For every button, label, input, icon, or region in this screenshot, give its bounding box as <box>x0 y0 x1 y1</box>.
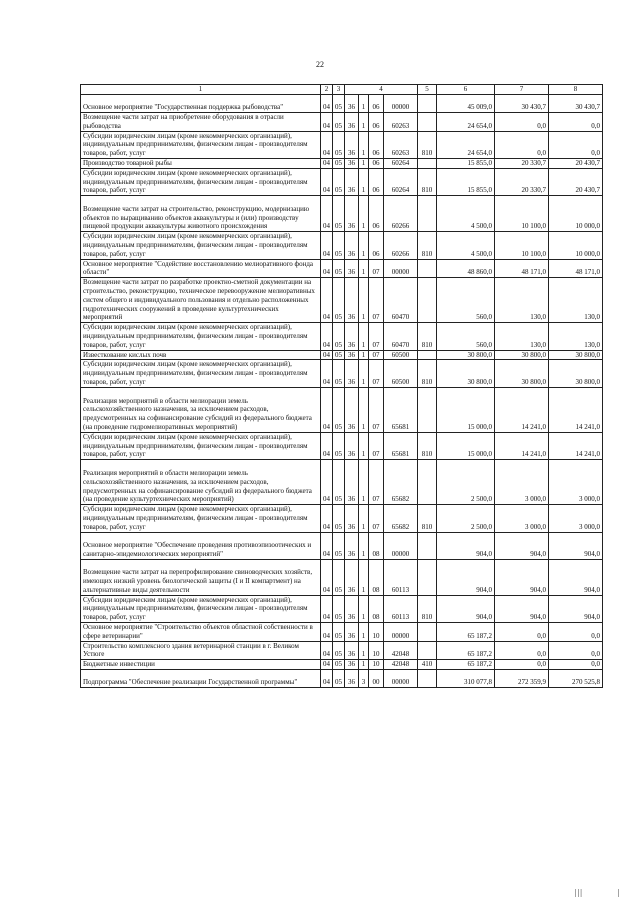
row-name: Субсидии юридическим лицам (кроме некоммерческих организаций), индивидуальным предпринимателям, физическим лицам - производителям товаров, работ, услуг <box>81 595 321 622</box>
row-code-program: 36 <box>345 669 359 687</box>
row-value-8: 30 430,7 <box>549 95 603 113</box>
row-section: 04 <box>321 559 333 595</box>
row-code-program: 36 <box>345 278 359 323</box>
row-value-8: 30 800,0 <box>549 350 603 360</box>
row-value-7: 3 000,0 <box>495 505 549 532</box>
row-value-7: 48 171,0 <box>495 259 549 278</box>
row-name: Производство товарной рыбы <box>81 158 321 168</box>
row-name: Субсидии юридическим лицам (кроме некоммерческих организаций), индивидуальным предпринимателям, физическим лицам - производителям товаров, работ, услуг <box>81 168 321 195</box>
row-code-program: 36 <box>345 158 359 168</box>
row-code-program: 36 <box>345 595 359 622</box>
row-code-event: 07 <box>369 323 384 350</box>
row-section: 04 <box>321 595 333 622</box>
row-code-program: 36 <box>345 323 359 350</box>
row-code-event: 06 <box>369 113 384 132</box>
row-name: Субсидии юридическим лицам (кроме некоммерческих организаций), индивидуальным предпринимателям, физическим лицам - производителям товаров, работ, услуг <box>81 131 321 158</box>
row-code-event: 08 <box>369 559 384 595</box>
table-row <box>81 622 603 641</box>
row-value-8: 0,0 <box>549 131 603 158</box>
row-subsection: 05 <box>333 505 345 532</box>
row-expense-type: 810 <box>418 360 437 387</box>
row-value-7: 30 800,0 <box>495 360 549 387</box>
row-expense-type: 810 <box>418 168 437 195</box>
row-expense-type <box>418 532 437 559</box>
row-name: Возмещение части затрат по разработке проектно-сметной документации на строительство, реконструкцию, техническое перевооружение мелиоративных систем общего и индивидуального пользования и отдельно расположенных гидротехнических сооружений в проведение культуртехнических мероприятий <box>81 278 321 323</box>
row-value-7: 3 000,0 <box>495 460 549 505</box>
row-value-8: 10 000,0 <box>549 196 603 232</box>
row-value-6: 904,0 <box>437 595 495 622</box>
row-value-8: 0,0 <box>549 113 603 132</box>
row-value-8: 0,0 <box>549 622 603 641</box>
row-expense-type <box>418 158 437 168</box>
row-code-direction: 60264 <box>384 168 418 195</box>
row-expense-type <box>418 95 437 113</box>
row-code-event: 07 <box>369 259 384 278</box>
row-code-sub: 1 <box>359 387 369 432</box>
table-row <box>81 131 603 158</box>
row-expense-type: 810 <box>418 131 437 158</box>
row-value-7: 0,0 <box>495 641 549 660</box>
row-value-7: 30 800,0 <box>495 350 549 360</box>
table-row <box>81 113 603 132</box>
row-value-6: 15 855,0 <box>437 168 495 195</box>
row-code-event: 07 <box>369 432 384 459</box>
row-section: 04 <box>321 259 333 278</box>
footer-marks: ||| <box>575 888 583 897</box>
row-code-direction: 60266 <box>384 232 418 259</box>
row-code-event: 06 <box>369 158 384 168</box>
row-subsection: 05 <box>333 350 345 360</box>
row-name: Основное мероприятие "Обеспечение проведения противоэпизоотических и санитарно-эпидемиологических мероприятий" <box>81 532 321 559</box>
table-row <box>81 660 603 670</box>
row-section: 04 <box>321 196 333 232</box>
row-code-event: 06 <box>369 95 384 113</box>
row-code-direction: 42048 <box>384 660 418 670</box>
row-section: 04 <box>321 158 333 168</box>
row-name: Возмещение части затрат на перепрофилирование свиноводческих хозяйств, имеющих низкий уровень биологической защиты (I и II компартмент) на альтернативные виды деятельности <box>81 559 321 595</box>
table-row <box>81 259 603 278</box>
row-expense-type <box>418 113 437 132</box>
row-expense-type <box>418 387 437 432</box>
row-code-program: 36 <box>345 387 359 432</box>
row-value-8: 10 000,0 <box>549 232 603 259</box>
row-code-direction: 00000 <box>384 532 418 559</box>
row-code-sub: 1 <box>359 505 369 532</box>
row-expense-type: 810 <box>418 323 437 350</box>
row-code-sub: 1 <box>359 532 369 559</box>
row-code-sub: 1 <box>359 278 369 323</box>
table-row <box>81 387 603 432</box>
row-expense-type: 810 <box>418 232 437 259</box>
row-subsection: 05 <box>333 95 345 113</box>
row-value-6: 48 860,0 <box>437 259 495 278</box>
row-code-event: 10 <box>369 660 384 670</box>
row-code-sub: 3 <box>359 669 369 687</box>
row-name: Строительство комплексного здания ветеринарной станции в г. Великом Устюге <box>81 641 321 660</box>
row-code-direction: 42048 <box>384 641 418 660</box>
row-name: Реализация мероприятий в области мелиорации земель сельскохозяйственного назначения, за исключением расходов, предусмотренных на софинансирование субсидий из федерального бюджета (на проведение гидромелиоративных мероприятий) <box>81 387 321 432</box>
row-code-event: 06 <box>369 131 384 158</box>
row-name: Субсидии юридическим лицам (кроме некоммерческих организаций), индивидуальным предпринимателям, физическим лицам - производителям товаров, работ, услуг <box>81 232 321 259</box>
row-section: 04 <box>321 660 333 670</box>
row-code-direction: 00000 <box>384 669 418 687</box>
table-row <box>81 432 603 459</box>
row-value-6: 560,0 <box>437 323 495 350</box>
row-value-8: 0,0 <box>549 660 603 670</box>
row-value-7: 14 241,0 <box>495 387 549 432</box>
row-code-event: 00 <box>369 669 384 687</box>
row-section: 04 <box>321 641 333 660</box>
row-code-direction: 00000 <box>384 259 418 278</box>
row-code-event: 07 <box>369 360 384 387</box>
row-subsection: 05 <box>333 387 345 432</box>
row-value-6: 65 187,2 <box>437 641 495 660</box>
row-value-7: 14 241,0 <box>495 432 549 459</box>
row-code-event: 07 <box>369 505 384 532</box>
row-value-7: 904,0 <box>495 532 549 559</box>
row-section: 04 <box>321 95 333 113</box>
table-row <box>81 323 603 350</box>
row-name: Известкование кислых почв <box>81 350 321 360</box>
row-subsection: 05 <box>333 278 345 323</box>
row-name: Основное мероприятие "Содействие восстановлению мелиоративного фонда области" <box>81 259 321 278</box>
row-code-sub: 1 <box>359 232 369 259</box>
row-expense-type: 810 <box>418 432 437 459</box>
row-code-sub: 1 <box>359 158 369 168</box>
row-section: 04 <box>321 505 333 532</box>
row-code-program: 36 <box>345 505 359 532</box>
row-code-sub: 1 <box>359 460 369 505</box>
row-subsection: 05 <box>333 595 345 622</box>
row-value-6: 24 654,0 <box>437 113 495 132</box>
row-value-6: 310 077,8 <box>437 669 495 687</box>
row-code-sub: 1 <box>359 259 369 278</box>
row-name: Бюджетные инвестиции <box>81 660 321 670</box>
row-code-event: 10 <box>369 641 384 660</box>
row-subsection: 05 <box>333 432 345 459</box>
row-code-event: 07 <box>369 278 384 323</box>
row-section: 04 <box>321 460 333 505</box>
row-expense-type <box>418 559 437 595</box>
table-row <box>81 196 603 232</box>
row-value-6: 24 654,0 <box>437 131 495 158</box>
row-name: Возмещение части затрат на строительство, реконструкцию, модернизацию объектов по выращиванию объектов аквакультуры и (или) производству пищевой продукции аквакультуры животного происхождения <box>81 196 321 232</box>
row-section: 04 <box>321 168 333 195</box>
row-value-7: 0,0 <box>495 113 549 132</box>
row-code-direction: 65682 <box>384 460 418 505</box>
row-code-program: 36 <box>345 232 359 259</box>
table-row <box>81 95 603 113</box>
row-code-program: 36 <box>345 559 359 595</box>
row-code-event: 10 <box>369 622 384 641</box>
table-row <box>81 168 603 195</box>
row-expense-type <box>418 259 437 278</box>
row-section: 04 <box>321 323 333 350</box>
row-value-6: 4 500,0 <box>437 196 495 232</box>
row-section: 04 <box>321 622 333 641</box>
row-code-sub: 1 <box>359 168 369 195</box>
row-code-program: 36 <box>345 432 359 459</box>
row-code-direction: 60500 <box>384 350 418 360</box>
row-value-6: 560,0 <box>437 278 495 323</box>
row-value-8: 904,0 <box>549 559 603 595</box>
row-name: Основное мероприятие "Государственная поддержка рыбоводства" <box>81 95 321 113</box>
row-name: Основное мероприятие "Строительство объектов областной собственности в сфере ветеринарии" <box>81 622 321 641</box>
row-expense-type: 410 <box>418 660 437 670</box>
row-value-7: 10 100,0 <box>495 196 549 232</box>
row-value-6: 4 500,0 <box>437 232 495 259</box>
row-subsection: 05 <box>333 660 345 670</box>
row-code-sub: 1 <box>359 660 369 670</box>
row-value-6: 15 855,0 <box>437 158 495 168</box>
row-code-direction: 60470 <box>384 278 418 323</box>
row-code-sub: 1 <box>359 196 369 232</box>
page-number: 22 <box>316 60 324 69</box>
table-row <box>81 505 603 532</box>
row-section: 04 <box>321 278 333 323</box>
row-code-sub: 1 <box>359 559 369 595</box>
row-name: Субсидии юридическим лицам (кроме некоммерческих организаций), индивидуальным предпринимателям, физическим лицам - производителям товаров, работ, услуг <box>81 505 321 532</box>
table-row <box>81 232 603 259</box>
row-code-direction: 60470 <box>384 323 418 350</box>
row-code-direction: 60266 <box>384 196 418 232</box>
col-header-3: 3 <box>333 85 345 95</box>
budget-table <box>80 84 603 688</box>
row-code-sub: 1 <box>359 95 369 113</box>
col-header-7: 7 <box>495 85 549 95</box>
row-value-7: 904,0 <box>495 559 549 595</box>
row-value-8: 270 525,8 <box>549 669 603 687</box>
table-row <box>81 460 603 505</box>
row-value-8: 48 171,0 <box>549 259 603 278</box>
row-section: 04 <box>321 360 333 387</box>
row-value-6: 15 000,0 <box>437 432 495 459</box>
row-value-7: 0,0 <box>495 622 549 641</box>
table-row <box>81 641 603 660</box>
row-expense-type <box>418 641 437 660</box>
row-code-program: 36 <box>345 95 359 113</box>
row-expense-type: 810 <box>418 505 437 532</box>
row-code-sub: 1 <box>359 323 369 350</box>
row-section: 04 <box>321 113 333 132</box>
row-value-7: 30 430,7 <box>495 95 549 113</box>
row-code-program: 36 <box>345 360 359 387</box>
row-code-direction: 60263 <box>384 131 418 158</box>
row-code-direction: 65682 <box>384 505 418 532</box>
row-code-direction: 60264 <box>384 158 418 168</box>
row-value-8: 130,0 <box>549 323 603 350</box>
footer-right-mark: | <box>618 888 620 897</box>
row-value-6: 904,0 <box>437 532 495 559</box>
row-code-event: 06 <box>369 232 384 259</box>
row-value-8: 3 000,0 <box>549 505 603 532</box>
row-section: 04 <box>321 350 333 360</box>
row-subsection: 05 <box>333 196 345 232</box>
row-value-7: 272 359,9 <box>495 669 549 687</box>
row-expense-type <box>418 669 437 687</box>
row-code-direction: 65681 <box>384 387 418 432</box>
row-code-event: 06 <box>369 196 384 232</box>
row-expense-type <box>418 350 437 360</box>
row-name: Подпрограмма "Обеспечение реализации Государственной программы" <box>81 669 321 687</box>
row-value-6: 30 800,0 <box>437 360 495 387</box>
row-expense-type <box>418 278 437 323</box>
row-name: Реализация мероприятий в области мелиорации земель сельскохозяйственного назначения, за исключением расходов, предусмотренных на софинансирование субсидий из федерального бюджета (на проведение культуртехнических мероприятий) <box>81 460 321 505</box>
table-row <box>81 360 603 387</box>
row-subsection: 05 <box>333 559 345 595</box>
row-code-program: 36 <box>345 532 359 559</box>
row-code-event: 07 <box>369 350 384 360</box>
row-expense-type: 810 <box>418 595 437 622</box>
row-value-6: 65 187,2 <box>437 622 495 641</box>
row-code-sub: 1 <box>359 360 369 387</box>
row-code-program: 36 <box>345 113 359 132</box>
table-row <box>81 669 603 687</box>
row-code-sub: 1 <box>359 595 369 622</box>
col-header-4: 4 <box>345 85 418 95</box>
row-code-direction: 65681 <box>384 432 418 459</box>
row-name: Субсидии юридическим лицам (кроме некоммерческих организаций), индивидуальным предпринимателям, физическим лицам - производителям товаров, работ, услуг <box>81 323 321 350</box>
row-code-program: 36 <box>345 196 359 232</box>
row-section: 04 <box>321 432 333 459</box>
row-value-6: 904,0 <box>437 559 495 595</box>
row-code-direction: 60113 <box>384 595 418 622</box>
row-section: 04 <box>321 669 333 687</box>
row-code-program: 36 <box>345 350 359 360</box>
row-code-sub: 1 <box>359 622 369 641</box>
row-value-6: 65 187,2 <box>437 660 495 670</box>
row-value-7: 0,0 <box>495 660 549 670</box>
table-row <box>81 278 603 323</box>
row-name: Субсидии юридическим лицам (кроме некоммерческих организаций), индивидуальным предпринимателям, физическим лицам - производителям товаров, работ, услуг <box>81 360 321 387</box>
row-subsection: 05 <box>333 641 345 660</box>
row-section: 04 <box>321 532 333 559</box>
row-value-8: 14 241,0 <box>549 387 603 432</box>
col-header-8: 8 <box>549 85 603 95</box>
table-row <box>81 532 603 559</box>
row-value-7: 0,0 <box>495 131 549 158</box>
row-code-program: 36 <box>345 460 359 505</box>
row-subsection: 05 <box>333 158 345 168</box>
row-section: 04 <box>321 131 333 158</box>
row-code-program: 36 <box>345 259 359 278</box>
row-code-sub: 1 <box>359 350 369 360</box>
row-value-8: 130,0 <box>549 278 603 323</box>
row-section: 04 <box>321 232 333 259</box>
row-subsection: 05 <box>333 131 345 158</box>
row-code-program: 36 <box>345 131 359 158</box>
row-value-8: 904,0 <box>549 532 603 559</box>
row-subsection: 05 <box>333 232 345 259</box>
row-subsection: 05 <box>333 259 345 278</box>
row-value-6: 2 500,0 <box>437 460 495 505</box>
row-code-event: 07 <box>369 460 384 505</box>
row-code-program: 36 <box>345 168 359 195</box>
col-header-2: 2 <box>321 85 333 95</box>
row-code-program: 36 <box>345 660 359 670</box>
row-value-6: 15 000,0 <box>437 387 495 432</box>
row-value-6: 30 800,0 <box>437 350 495 360</box>
row-code-sub: 1 <box>359 641 369 660</box>
row-subsection: 05 <box>333 622 345 641</box>
row-value-6: 2 500,0 <box>437 505 495 532</box>
row-value-7: 904,0 <box>495 595 549 622</box>
row-value-8: 14 241,0 <box>549 432 603 459</box>
row-expense-type <box>418 622 437 641</box>
row-expense-type <box>418 196 437 232</box>
row-value-7: 20 330,7 <box>495 158 549 168</box>
row-code-event: 08 <box>369 595 384 622</box>
row-name: Субсидии юридическим лицам (кроме некоммерческих организаций), индивидуальным предпринимателям, физическим лицам - производителям товаров, работ, услуг <box>81 432 321 459</box>
header-row <box>81 85 603 95</box>
row-code-event: 07 <box>369 387 384 432</box>
row-code-sub: 1 <box>359 432 369 459</box>
row-subsection: 05 <box>333 460 345 505</box>
row-code-program: 36 <box>345 641 359 660</box>
row-subsection: 05 <box>333 669 345 687</box>
row-subsection: 05 <box>333 168 345 195</box>
row-value-8: 904,0 <box>549 595 603 622</box>
row-value-8: 20 430,7 <box>549 158 603 168</box>
row-value-7: 130,0 <box>495 323 549 350</box>
row-code-event: 06 <box>369 168 384 195</box>
table-row <box>81 158 603 168</box>
row-value-7: 10 100,0 <box>495 232 549 259</box>
row-code-direction: 00000 <box>384 622 418 641</box>
row-value-8: 3 000,0 <box>549 460 603 505</box>
row-value-8: 0,0 <box>549 641 603 660</box>
row-code-direction: 00000 <box>384 95 418 113</box>
row-value-8: 30 800,0 <box>549 360 603 387</box>
row-code-sub: 1 <box>359 131 369 158</box>
row-value-7: 130,0 <box>495 278 549 323</box>
table-row <box>81 595 603 622</box>
row-value-6: 45 009,0 <box>437 95 495 113</box>
row-subsection: 05 <box>333 532 345 559</box>
row-name: Возмещение части затрат на приобретение оборудования в отрасли рыбоводства <box>81 113 321 132</box>
col-header-5: 5 <box>418 85 437 95</box>
col-header-1: 1 <box>81 85 321 95</box>
row-code-direction: 60500 <box>384 360 418 387</box>
row-expense-type <box>418 460 437 505</box>
row-subsection: 05 <box>333 360 345 387</box>
row-value-8: 20 430,7 <box>549 168 603 195</box>
row-code-program: 36 <box>345 622 359 641</box>
table-row <box>81 559 603 595</box>
row-section: 04 <box>321 387 333 432</box>
row-code-direction: 60263 <box>384 113 418 132</box>
row-code-direction: 60113 <box>384 559 418 595</box>
row-code-event: 08 <box>369 532 384 559</box>
row-value-7: 20 330,7 <box>495 168 549 195</box>
row-code-sub: 1 <box>359 113 369 132</box>
row-subsection: 05 <box>333 113 345 132</box>
table-row <box>81 350 603 360</box>
row-subsection: 05 <box>333 323 345 350</box>
col-header-6: 6 <box>437 85 495 95</box>
